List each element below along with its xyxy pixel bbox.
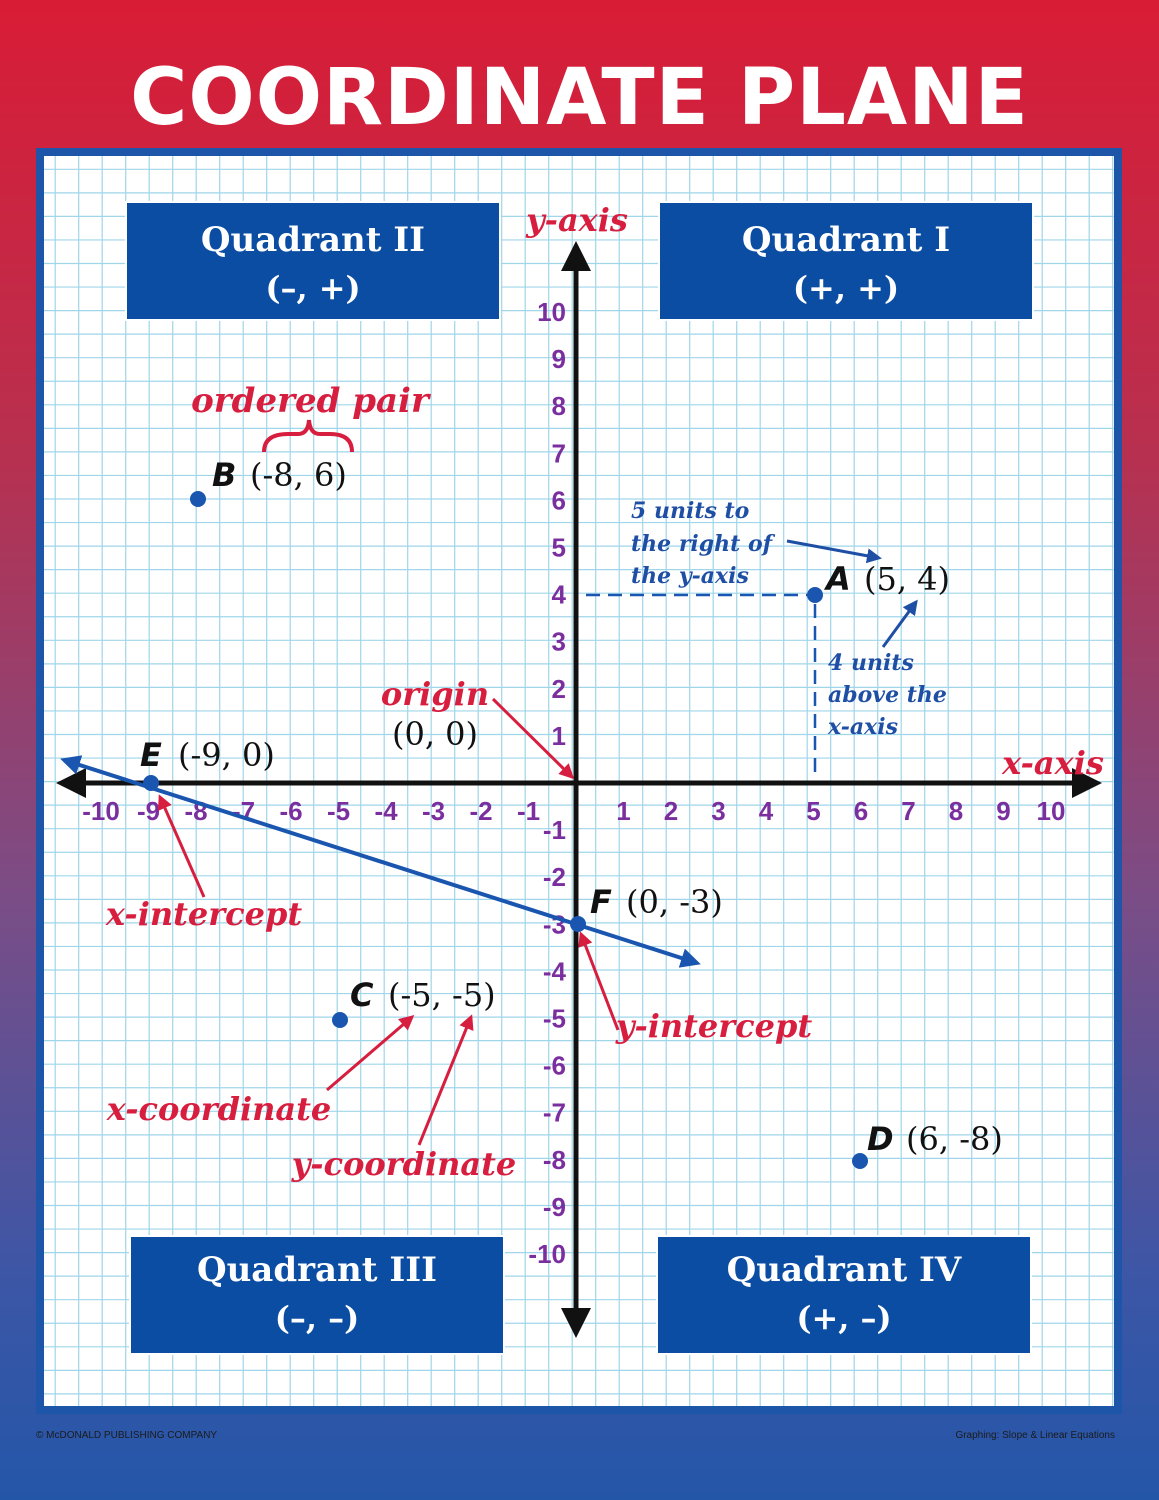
y-tick-label: 4: [551, 579, 566, 610]
y-tick-label: 3: [551, 626, 566, 657]
x-tick-label: 8: [948, 796, 964, 826]
units-above-line-2: above the: [828, 682, 947, 708]
y-tick-label: -9: [542, 1191, 566, 1222]
y-tick-label: -4: [542, 956, 566, 987]
y-tick-label: 8: [551, 391, 566, 422]
y-tick-label: -10: [528, 1239, 566, 1269]
units-right-line-1: 5 units to: [631, 498, 750, 524]
point-f-letter: F: [590, 883, 612, 921]
y-tick-label: -3: [542, 909, 566, 940]
y-tick-label: 5: [551, 532, 566, 563]
x-tick-label: -8: [184, 796, 208, 826]
quadrant-name: Quadrant I: [741, 220, 951, 260]
point-c-coords: (-5, -5): [388, 976, 496, 1014]
units-right-line-3: the y-axis: [631, 563, 749, 589]
y-tick-label: 10: [537, 297, 566, 327]
x-tick-label: 4: [758, 796, 774, 826]
point-d-dot: [852, 1153, 868, 1169]
point-c-letter: C: [350, 976, 374, 1014]
footer-publisher: © McDONALD PUBLISHING COMPANY: [36, 1430, 218, 1441]
x-tick-label: -10: [82, 796, 120, 826]
quadrant-iv-box: [657, 1236, 1031, 1354]
y-tick-label: 7: [551, 438, 566, 469]
quadrant-name: Quadrant IV: [726, 1250, 962, 1290]
point-f-dot: [570, 916, 586, 932]
point-b-letter: B: [212, 456, 237, 494]
origin-coords: (0, 0): [391, 715, 479, 753]
ordered-pair-label: ordered pair: [191, 381, 429, 421]
x-tick-label: -2: [469, 796, 493, 826]
quadrant-signs: (–, +): [265, 269, 361, 307]
point-a-dot: [807, 587, 823, 603]
point-b-coords: (-8, 6): [250, 456, 347, 494]
point-f-coords: (0, -3): [626, 883, 723, 921]
y-tick-label: 2: [551, 673, 566, 704]
y-tick-label: -6: [542, 1050, 566, 1081]
units-above-line-1: 4 units: [828, 650, 914, 676]
x-tick-label: 5: [806, 796, 821, 826]
quadrant-signs: (+, +): [792, 269, 900, 307]
y-tick-label: -8: [542, 1144, 566, 1175]
point-e-letter: E: [140, 736, 162, 774]
quadrant-ii-box: [126, 202, 500, 320]
y-axis-label: y-axis: [526, 201, 628, 239]
quadrant-name: Quadrant II: [200, 220, 426, 260]
y-tick-label: -2: [542, 862, 566, 893]
quadrant-signs: (–, –): [274, 1299, 360, 1337]
point-e-coords: (-9, 0): [178, 736, 275, 774]
point-d-coords: (6, -8): [906, 1120, 1003, 1158]
x-tick-label: -6: [279, 796, 303, 826]
quadrant-iii-box: [130, 1236, 504, 1354]
x-tick-label: 2: [663, 796, 679, 826]
x-tick-label: 10: [1036, 796, 1066, 826]
x-tick-label: -3: [421, 796, 446, 826]
y-tick-label: 6: [551, 485, 566, 516]
point-a-coords: (5, 4): [864, 560, 951, 598]
quadrant-name: Quadrant III: [196, 1250, 438, 1290]
y-tick-label: 9: [551, 344, 566, 375]
y-intercept-label: y-intercept: [615, 1007, 813, 1045]
point-c-dot: [332, 1012, 348, 1028]
y-coordinate-label: y-coordinate: [291, 1145, 517, 1183]
point-d-letter: D: [867, 1120, 894, 1158]
point-a-letter: A: [826, 560, 851, 598]
y-tick-label: -1: [542, 815, 566, 846]
point-b-dot: [190, 491, 206, 507]
x-tick-label: 1: [616, 796, 631, 826]
x-tick-label: 3: [711, 796, 726, 826]
poster-title: COORDINATE PLANE: [130, 53, 1029, 143]
x-tick-label: -7: [231, 796, 256, 826]
x-intercept-label: x-intercept: [105, 895, 303, 933]
x-tick-label: 7: [901, 796, 916, 826]
origin-label: origin: [380, 675, 490, 713]
units-above-line-3: x-axis: [828, 714, 898, 740]
y-tick-label: 1: [551, 720, 566, 751]
y-tick-label: -7: [542, 1097, 566, 1128]
x-tick-label: -1: [516, 796, 541, 826]
x-tick-label: -4: [374, 796, 398, 826]
x-tick-label: -5: [326, 796, 351, 826]
units-right-line-2: the right of: [631, 531, 773, 557]
quadrant-i-box: [659, 202, 1033, 320]
x-coordinate-label: x-coordinate: [106, 1090, 332, 1128]
point-e-dot: [143, 775, 159, 791]
x-tick-label: -9: [136, 796, 161, 826]
x-tick-label: 9: [996, 796, 1011, 826]
x-axis-label: x-axis: [1002, 744, 1104, 782]
quadrant-signs: (+, –): [796, 1299, 892, 1337]
x-tick-label: 6: [853, 796, 869, 826]
footer-series-title: Graphing: Slope & Linear Equations: [955, 1430, 1115, 1441]
y-tick-label: -5: [542, 1003, 566, 1034]
